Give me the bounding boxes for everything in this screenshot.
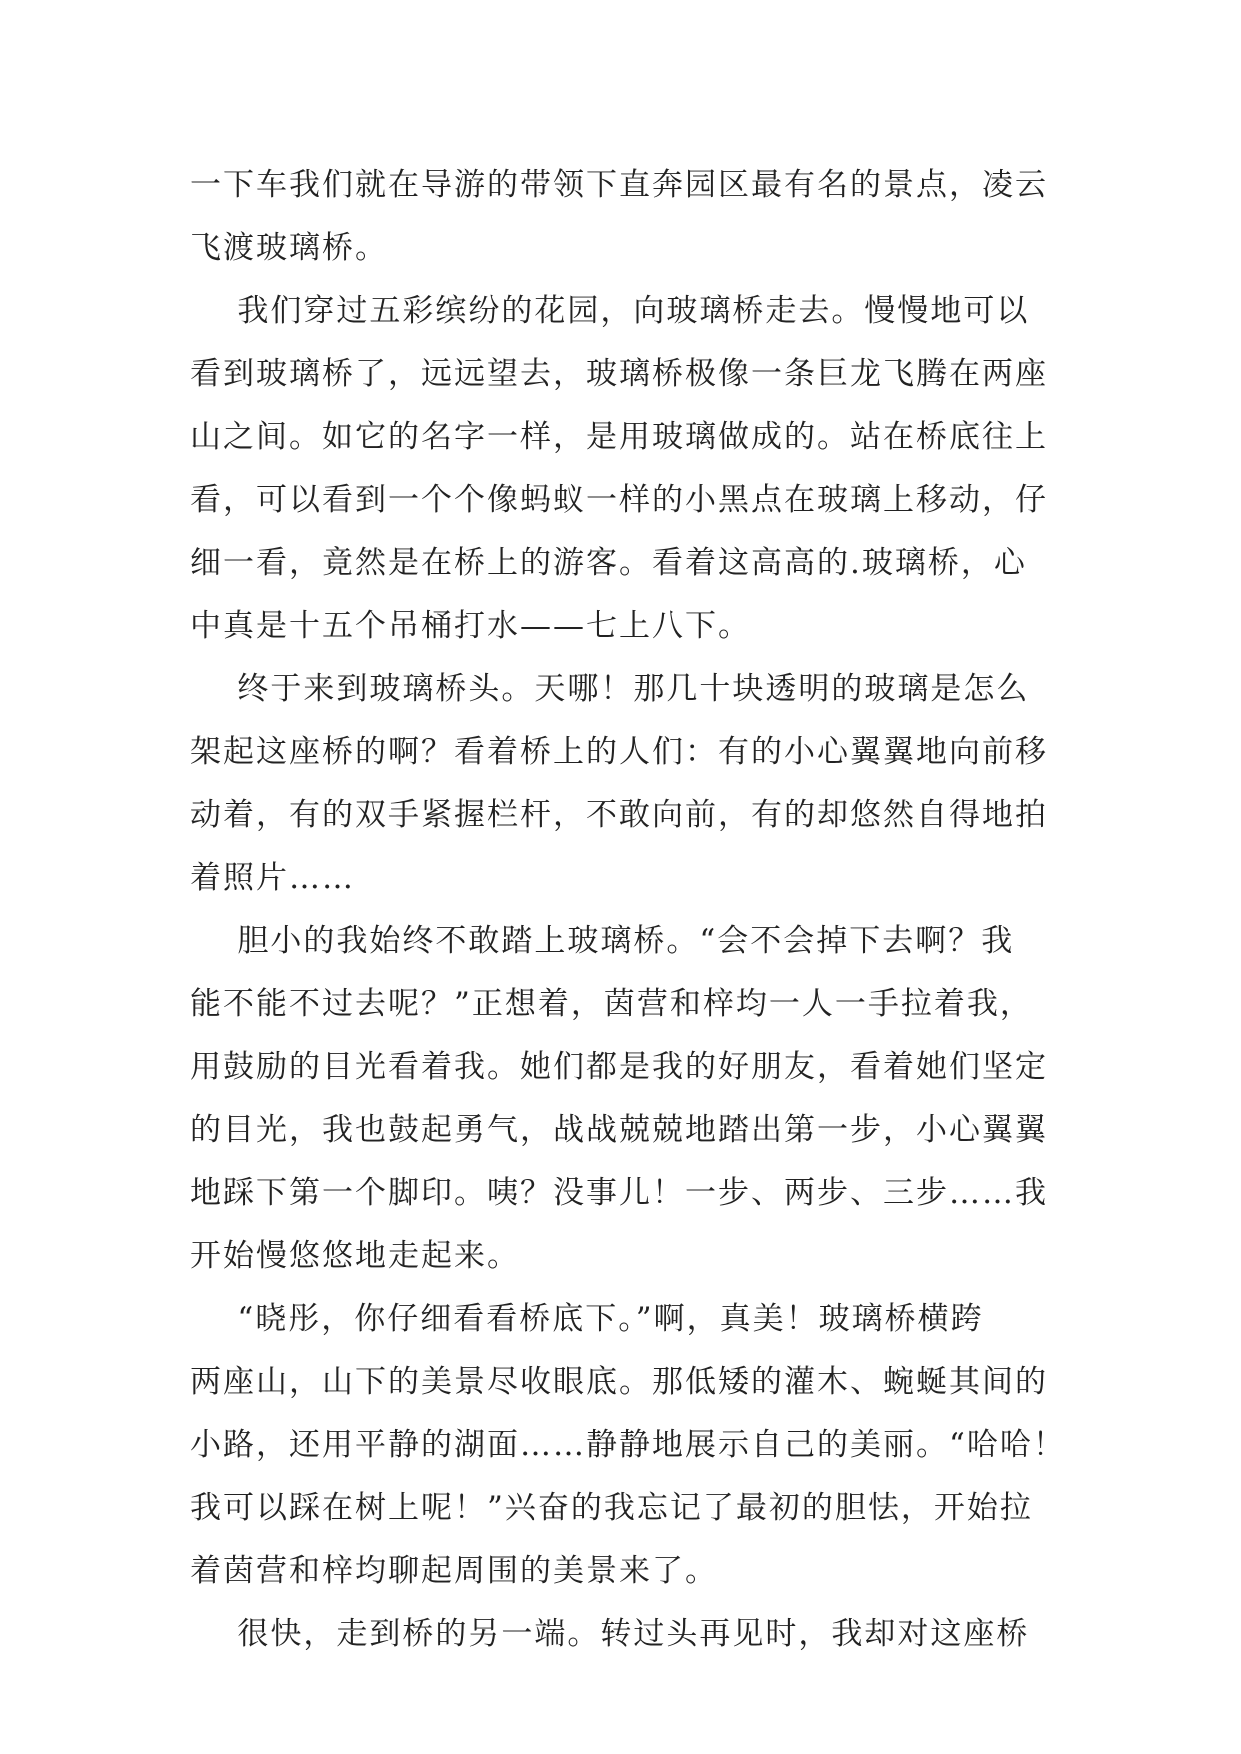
text-line: 用鼓励的目光看着我。她们都是我的好朋友，看着她们坚定	[190, 1049, 1048, 1085]
text-line: 动着，有的双手紧握栏杆，不敢向前，有的却悠然自得地拍	[190, 797, 1048, 833]
text-line: 两座山，山下的美景尽收眼底。那低矮的灌木、蜿蜒其间的	[190, 1364, 1048, 1400]
document-body	[190, 154, 1066, 1666]
text-line: 地踩下第一个脚印。咦？没事儿！一步、两步、三步……我	[190, 1175, 1048, 1211]
text-line: 细一看，竟然是在桥上的游客。看着这高高的.玻璃桥，心	[190, 545, 1027, 581]
text-line: 着照片……	[190, 860, 355, 896]
text-line: 看到玻璃桥了，远远望去，玻璃桥极像一条巨龙飞腾在两座	[190, 356, 1048, 392]
text-line: 看，可以看到一个个像蚂蚁一样的小黑点在玻璃上移动，仔	[190, 482, 1048, 518]
text-line: 终于来到玻璃桥头。天哪！那几十块透明的玻璃是怎么	[190, 671, 1030, 707]
text-line: “晓彤，你仔细看看桥底下。”啊，真美！玻璃桥横跨	[190, 1301, 984, 1337]
text-line: 开始慢悠悠地走起来。	[190, 1238, 520, 1274]
text-line: 着茵营和梓均聊起周围的美景来了。	[190, 1553, 718, 1589]
text-line: 架起这座桥的啊？看着桥上的人们：有的小心翼翼地向前移	[190, 734, 1048, 770]
text-line: 中真是十五个吊桶打水——七上八下。	[190, 608, 751, 644]
text-line: 山之间。如它的名字一样，是用玻璃做成的。站在桥底往上	[190, 419, 1048, 455]
text-line: 小路，还用平静的湖面……静静地展示自己的美丽。“哈哈！	[190, 1427, 1066, 1463]
text-line: 我可以踩在树上呢！”兴奋的我忘记了最初的胆怯，开始拉	[190, 1490, 1033, 1526]
text-line: 能不能不过去呢？”正想着，茵营和梓均一人一手拉着我，	[190, 986, 1033, 1022]
text-line: 胆小的我始终不敢踏上玻璃桥。“会不会掉下去啊？我	[190, 923, 1015, 959]
text-line: 很快，走到桥的另一端。转过头再见时，我却对这座桥	[190, 1616, 1030, 1652]
text-line: 的目光，我也鼓起勇气，战战兢兢地踏出第一步，小心翼翼	[190, 1112, 1048, 1148]
text-line: 我们穿过五彩缤纷的花园，向玻璃桥走去。慢慢地可以	[190, 293, 1030, 329]
text-line: 一下车我们就在导游的带领下直奔园区最有名的景点，凌云	[190, 167, 1048, 203]
text-line: 飞渡玻璃桥。	[190, 230, 388, 266]
